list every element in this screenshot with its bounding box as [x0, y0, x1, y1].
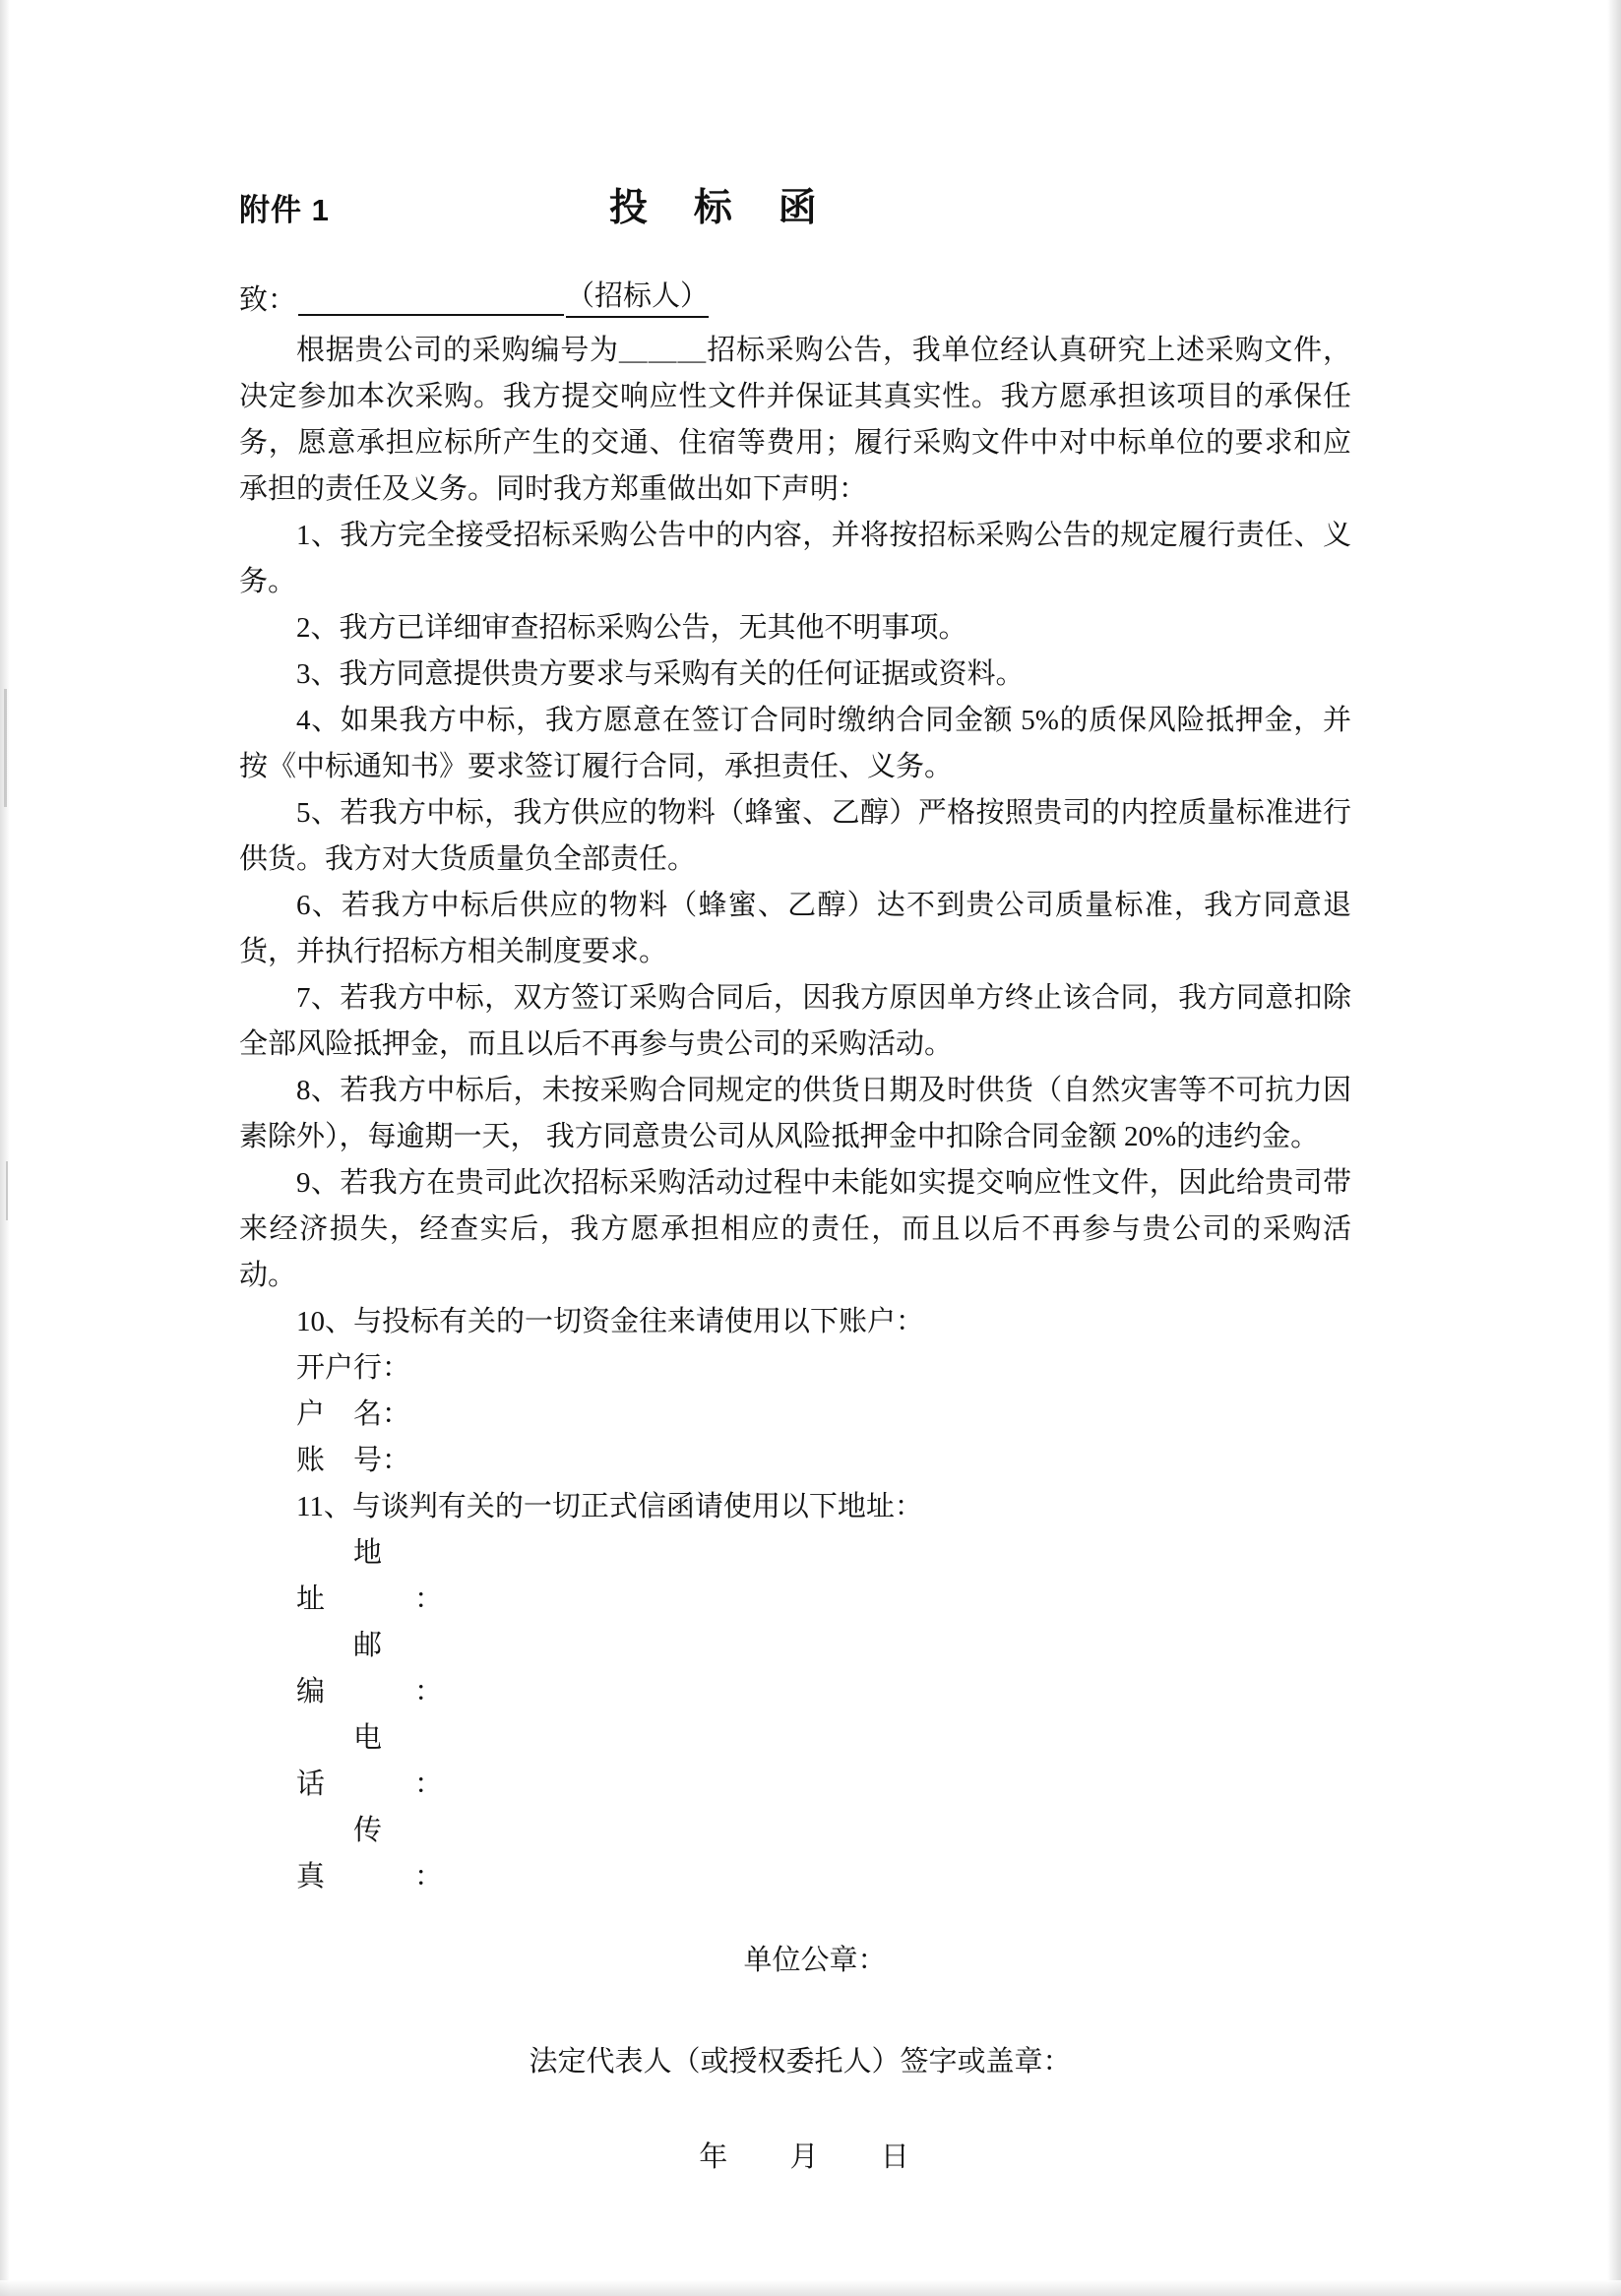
clause-1: 1、我方完全接受招标采购公告中的内容，并将按招标采购公告的规定履行责任、义务。 [239, 520, 1351, 597]
date-day-label: 日 [880, 2141, 911, 2173]
date-year-label: 年 [699, 2141, 730, 2173]
page-title: 投 标 函 [609, 187, 835, 229]
scan-edge-right [1607, 0, 1621, 2296]
clause-3: 3、我方同意提供贵方要求与采购有关的任何证据或资料。 [296, 658, 1025, 690]
clause-2: 2、我方已详细审查招标采购公告，无其他不明事项。 [296, 612, 967, 644]
contact-field-address-value: ： [414, 1583, 444, 1615]
clause-5: 5、若我方中标，我方供应的物料（蜂蜜、乙醇）严格按照贵司的内控质量标准进行供货。我方对大货质量负全部责任。 [239, 797, 1351, 875]
date-line [239, 2135, 1351, 2175]
contact-field-postcode-value: ： [414, 1676, 444, 1707]
contact-field-address[interactable] [239, 1530, 1351, 1623]
document-header [239, 177, 1351, 248]
bank-field-account-name[interactable]: 户 名： [296, 1398, 411, 1430]
contact-field-phone[interactable] [239, 1715, 1351, 1808]
bank-field-account-number[interactable]: 账 号： [296, 1445, 411, 1476]
recipient-hint: （招标人） [566, 274, 709, 318]
contact-field-postcode[interactable] [239, 1623, 1351, 1715]
clause-4: 4、如果我方中标，我方愿意在签订合同时缴纳合同金额 5%的质保风险抵押金，并按《中标通知书》要求签订履行合同，承担责任、义务。 [239, 705, 1351, 782]
bank-field-branch[interactable]: 开户行： [296, 1352, 411, 1384]
clause-9: 9、若我方在贵司此次招标采购活动过程中未能如实提交响应性文件，因此给贵司带来经济损失，经查实后，我方愿承担相应的责任，而且以后不再参与贵公司的采购活动。 [239, 1167, 1351, 1291]
clause-11: 11、与谈判有关的一切正式信函请使用以下地址： [296, 1491, 923, 1522]
clause-7: 7、若我方中标，双方签订采购合同后，因我方原因单方终止该合同，我方同意扣除全部风险抵押金，而且以后不再参与贵公司的采购活动。 [239, 982, 1351, 1060]
clause-6: 6、若我方中标后供应的物料（蜂蜜、乙醇）达不到贵公司质量标准，我方同意退货，并执行招标方相关制度要求。 [239, 890, 1351, 967]
contact-field-phone-label: 电 话 [296, 1722, 440, 1800]
scan-artifact [4, 689, 7, 807]
company-stamp-line: 单位公章： [743, 1945, 887, 1976]
date-month-label: 月 [789, 2141, 821, 2173]
document-content [239, 177, 1351, 2175]
contact-field-postcode-label: 邮 编 [296, 1630, 440, 1707]
intro-paragraph: 根据贵公司的采购编号为＿＿＿招标采购公告，我单位经认真研究上述采购文件，决定参加本次采购。我方提交响应性文件并保证其真实性。我方愿承担该项目的承保任务，愿意承担应标所产生的交通、住宿等费用；履行采购文件中对中标单位的要求和应承担的责任及义务。同时我方郑重做出如下声明： [239, 335, 1351, 505]
contact-field-fax-value: ： [414, 1861, 444, 1893]
legal-representative-signature-line: 法定代表人（或授权委托人）签字或盖章： [529, 2046, 1072, 2078]
clause-10: 10、与投标有关的一切资金往来请使用以下账户： [296, 1306, 925, 1337]
scan-artifact [6, 1161, 8, 1220]
contact-field-address-label: 地 址 [296, 1537, 440, 1615]
scan-edge-left [0, 0, 10, 2296]
contact-field-phone-value: ： [414, 1769, 444, 1800]
attachment-label: 附件 1 [239, 193, 330, 227]
recipient-label: 致： [239, 284, 297, 316]
contact-field-fax-label: 传 真 [296, 1815, 440, 1893]
recipient-line [239, 274, 1351, 318]
recipient-blank-field[interactable] [298, 286, 564, 316]
clause-8: 8、若我方中标后，未按采购合同规定的供货日期及时供货（自然灾害等不可抗力因素除外），每逾期一天， 我方同意贵公司从风险抵押金中扣除合同金额 20%的违约金。 [239, 1075, 1351, 1152]
contact-field-fax[interactable] [239, 1808, 1351, 1900]
scan-edge-bottom [0, 2280, 1621, 2296]
